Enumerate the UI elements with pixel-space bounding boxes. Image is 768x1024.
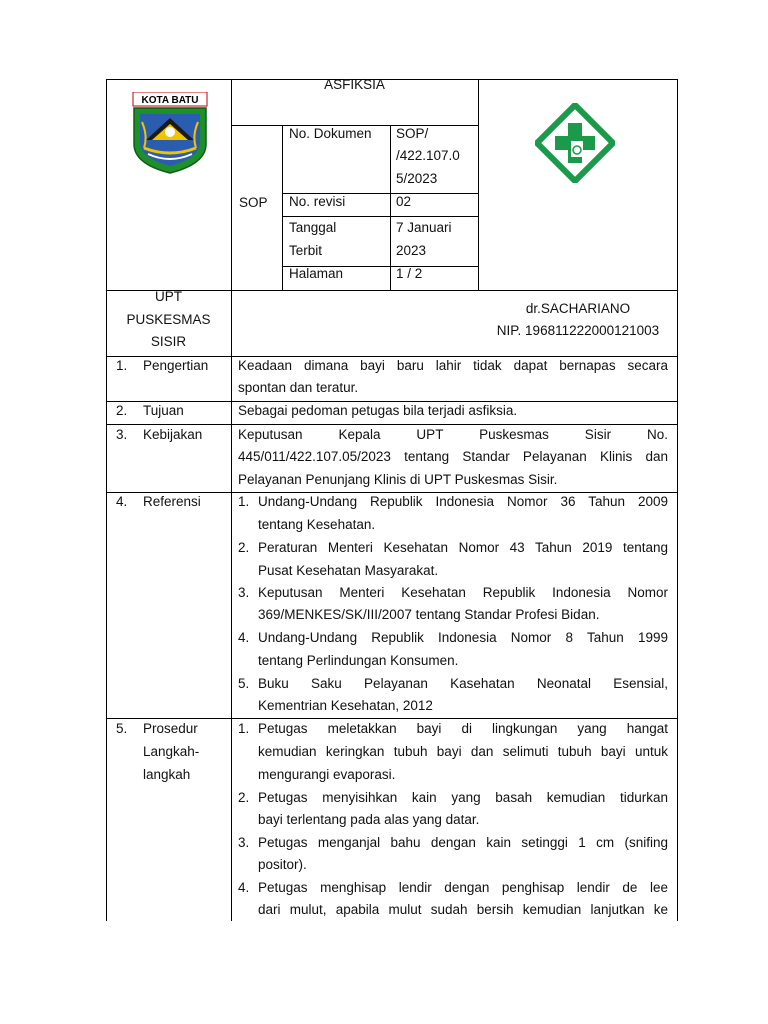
reference-line: Peraturan Menteri Kesehatan Nomor 43 Tahun 2019 tentang: [258, 540, 668, 555]
revision-value: 02: [396, 194, 412, 209]
puskesmas-logo: [535, 103, 615, 183]
org-name-1: UPT: [155, 289, 182, 304]
doc-number-label: No. Dokumen: [289, 126, 372, 141]
reference-number: 2.: [238, 540, 250, 555]
doc-number-value-1: SOP/: [396, 126, 429, 141]
step-number: 3.: [238, 835, 250, 850]
signer-nip: NIP. 196811222000121003: [496, 323, 660, 338]
document-title: ASFIKSIA: [324, 77, 385, 92]
step-line: Petugas menganjal bahu dengan kain setinggi 1 cm (snifing: [258, 835, 668, 850]
doc-number-value-2: /422.107.0: [396, 148, 460, 163]
reference-line: Undang-Undang Republik Indonesia Nomor 36 Tahun 2009: [258, 494, 668, 509]
section-number: 2.: [116, 403, 128, 418]
section-title-prosedur: Langkah-: [143, 744, 200, 759]
section-text-line: Keputusan Kepala UPT Puskesmas Sisir No.: [238, 427, 668, 442]
issue-date-value-1: 7 Januari: [396, 220, 452, 235]
section-text-line: Keadaan dimana bayi baru lahir tidak dapat bernapas secara: [238, 358, 668, 373]
emblem-text: KOTA BATU: [141, 95, 199, 106]
issue-date-label-2: Terbit: [289, 243, 323, 258]
org-name-3: SISIR: [150, 334, 187, 349]
reference-line: 369/MENKES/SK/III/2007 tentang Standar Profesi Bidan.: [258, 607, 600, 622]
step-line: dari mulut, apabila mulut sudah bersih kemudian lanjutkan ke: [258, 902, 668, 917]
section-title-prosedur: langkah: [143, 767, 191, 782]
section-title-prosedur: Prosedur: [143, 721, 198, 736]
step-number: 2.: [238, 790, 250, 805]
reference-number: 5.: [238, 676, 250, 691]
sop-label: SOP: [239, 195, 268, 210]
doc-number-value-3: 5/2023: [396, 171, 438, 186]
page-value: 1 / 2: [396, 266, 423, 281]
revision-label: No. revisi: [289, 194, 346, 209]
reference-number: 3.: [238, 585, 250, 600]
section-title-kebijakan: Kebijakan: [143, 427, 203, 442]
reference-line: Pusat Kesehatan Masyarakat.: [258, 563, 439, 578]
step-line: bayi terlentang pada alas yang datar.: [258, 812, 480, 827]
reference-number: 1.: [238, 494, 250, 509]
section-number: 4.: [116, 494, 128, 509]
issue-date-label-1: Tanggal: [289, 220, 337, 235]
step-line: mengurangi evaporasi.: [258, 767, 396, 782]
reference-line: Undang-Undang Republik Indonesia Nomor 8 Tahun 1999: [258, 630, 668, 645]
step-line: Petugas meletakkan bayi di lingkungan yang hangat: [258, 721, 668, 736]
step-number: 4.: [238, 880, 250, 895]
step-line: kemudian keringkan tubuh bayi dan selimuti tubuh bayi untuk: [258, 744, 668, 759]
section-text-line: Sebagai pedoman petugas bila terjadi asfiksia.: [238, 403, 518, 418]
step-number: 1.: [238, 721, 250, 736]
section-title-tujuan: Tujuan: [143, 403, 184, 418]
section-number: 1.: [116, 358, 128, 373]
section-number: 3.: [116, 427, 128, 442]
section-text-line: Pelayanan Penunjang Klinis di UPT Puskesmas Sisir.: [238, 472, 558, 487]
reference-line: tentang Perlindungan Konsumen.: [258, 653, 459, 668]
step-line: Petugas menyisihkan kain yang basah kemudian tidurkan: [258, 790, 668, 805]
step-line: Petugas menghisap lendir dengan penghisap lendir de lee: [258, 880, 668, 895]
step-line: positor).: [258, 857, 307, 872]
issue-date-value-2: 2023: [396, 243, 427, 258]
page-label: Halaman: [289, 266, 344, 281]
reference-line: Buku Saku Pelayanan Kasehatan Neonatal Esensial,: [258, 676, 668, 691]
section-title-pengertian: Pengertian: [143, 358, 209, 373]
reference-number: 4.: [238, 630, 250, 645]
reference-line: Kementrian Kesehatan, 2012: [258, 698, 433, 713]
org-name-2: PUSKESMAS: [126, 312, 211, 327]
section-text-line: 445/011/422.107.05/2023 tentang Standar Pelayanan Klinis dan: [238, 449, 668, 464]
section-text-line: spontan dan teratur.: [238, 380, 359, 395]
reference-line: tentang Kesehatan.: [258, 517, 376, 532]
reference-line: Keputusan Menteri Kesehatan Republik Indonesia Nomor: [258, 585, 668, 600]
signer-name: dr.SACHARIANO: [525, 301, 631, 316]
kota-batu-emblem: [130, 92, 210, 174]
section-number: 5.: [116, 721, 128, 736]
section-title-referensi: Referensi: [143, 494, 201, 509]
